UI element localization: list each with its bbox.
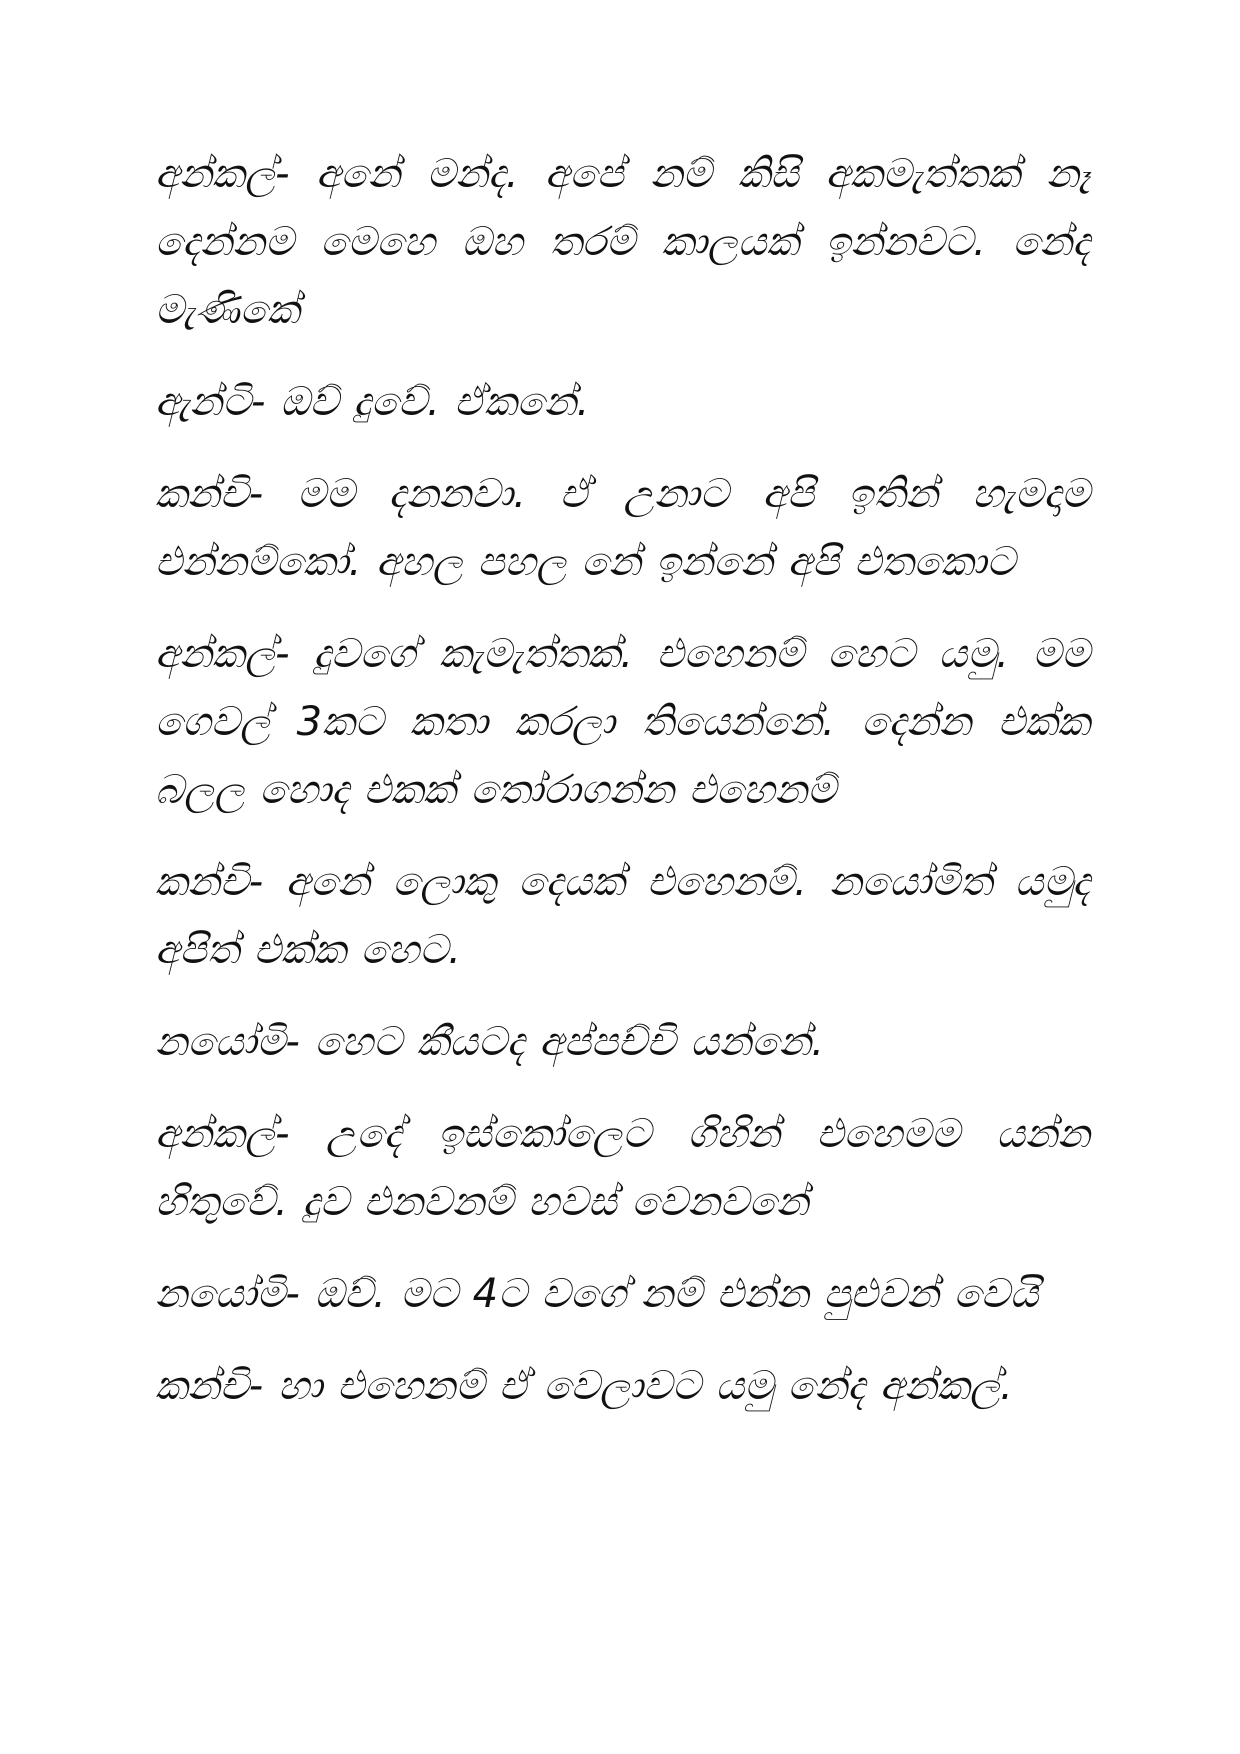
paragraph-7: අන්කල්- උදේ ඉස්කෝලෙට ගිහින් එහෙමම යන්න හිතුවේ. දුව එනවනම් හවස් වෙනවනේ	[155, 1111, 1090, 1225]
paragraph-5: කන්චි- අනේ ලොකු දෙයක් එහෙනම්. නයෝමිත් යමුද අපිත් එක්ක හෙට.	[155, 859, 1090, 973]
paragraph-4: අන්කල්- දුවගේ කැමැත්තක්. එහෙනම් හෙට යමු. මම ගෙවල් 3කට කතා කරලා තියෙන්නේ. දෙන්න එක්ක බලල හොද එකක් තෝරාගන්න එහෙනම්	[155, 631, 1090, 813]
paragraph-6: නයෝමි- හෙට කීයටද අප්පච්චි යන්නේ.	[155, 1019, 824, 1065]
paragraph-3: කන්චි- මම දනනවා. ඒ උනාට අපි ඉතින් හැමදාම එන්නම්කෝ. අහල පහල නේ ඉන්නේ අපි එතකොට	[155, 471, 1090, 585]
paragraph-9: කන්චි- හා එහෙනම් ඒ වෙලාවට යමු නේද අන්කල්.	[155, 1363, 1013, 1409]
paragraph-2: ඇන්ටි- ඔව් දුවේ. ඒකනේ.	[155, 379, 590, 425]
dialogue-body	[155, 140, 1090, 1444]
paragraph-8: නයෝමි- ඔව්. මට 4ට වගේ නම් එන්න පුළුවන් වෙයි	[155, 1271, 1039, 1317]
paragraph-1: අන්කල්- අනේ මන්ද. අපේ නම් කිසි අකමැත්තක් නෑ දෙන්නම මෙහෙ ඔහ තරම් කාලයක් ඉන්නවට. නේද මැණිකේ	[155, 151, 1090, 333]
